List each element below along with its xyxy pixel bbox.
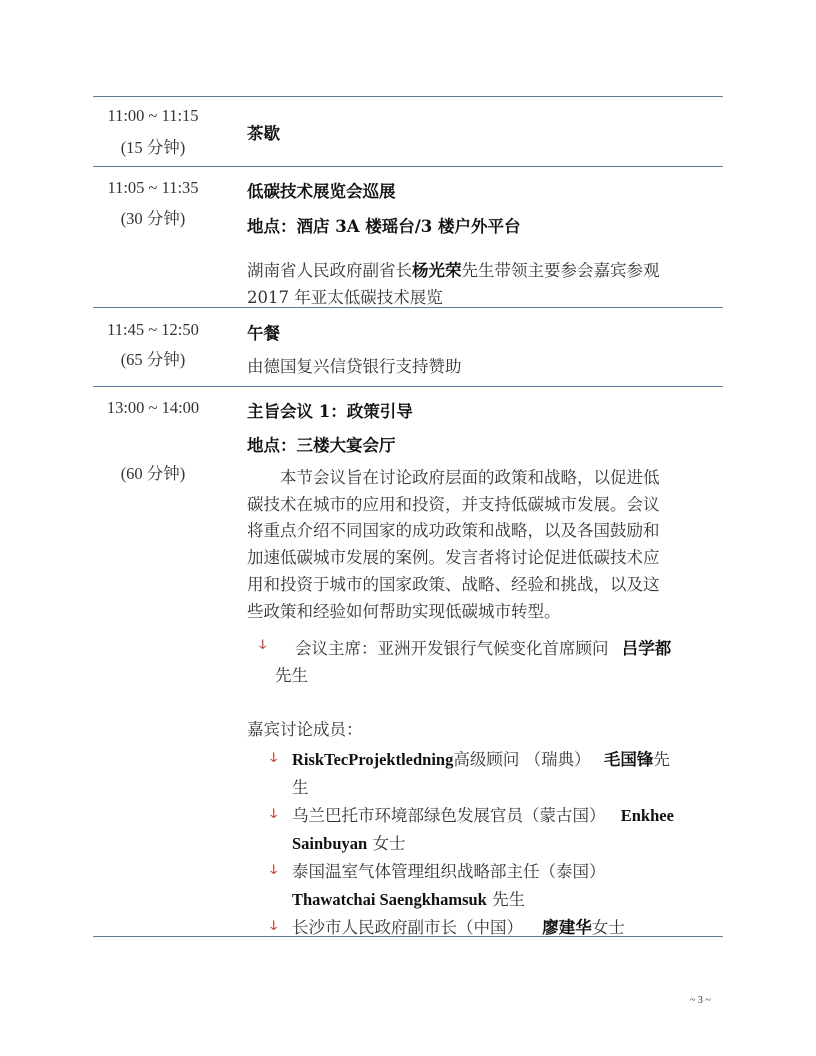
page-number: ~ 3 ~ (690, 995, 711, 1006)
row-duration: (65 分钟) (120, 350, 186, 369)
panel-label: 嘉宾讨论成员： (247, 720, 363, 739)
row-duration: (30 分钟) (120, 209, 186, 228)
row-title: 主旨会议 1：政策引导 (247, 402, 413, 421)
row-time: 11:00 ~ 11:15 (107, 106, 199, 125)
chair-line (295, 635, 671, 659)
desc-text: 湖南省人民政府副省长 (247, 261, 412, 280)
para-line: 碳技术在城市的应用和投资，并支持低碳城市发展。会议 (247, 494, 660, 514)
para-line: 本节会议旨在讨论政府层面的政策和战略，以促进低 (280, 468, 660, 487)
row-description-line2: 2017 年亚太低碳技术展览 (247, 288, 443, 307)
para-line: 些政策和经验如何帮助实现低碳城市转型。 (247, 601, 561, 621)
panelist-line-cont (292, 886, 525, 910)
row-description: 由德国复兴信贷银行支持赞助 (247, 357, 462, 376)
row-description (247, 257, 660, 281)
role-text: 乌兰巴托市环境部绿色发展官员（蒙古国） (292, 806, 606, 825)
chair-suffix: 先生 (275, 666, 308, 685)
role-text: 高级顾问 （瑞典） (453, 750, 591, 769)
row-divider (93, 166, 723, 167)
row-title: 茶歇 (247, 124, 280, 143)
person-name: Thawatchai Saengkhamsuk (292, 890, 487, 909)
bullet-icon: ↆ (259, 637, 267, 653)
chair-role: 会议主席：亚洲开发银行气候变化首席顾问 (295, 639, 609, 658)
row-duration: (15 分钟) (120, 138, 186, 157)
row-title: 低碳技术展览会巡展 (247, 182, 396, 201)
para-line: 用和投资于城市的国家政策、战略、经验和挑战，以及这 (247, 574, 660, 594)
bullet-icon: ↆ (270, 806, 278, 822)
person-name: Sainbuyan (292, 834, 368, 853)
honorific: 女士 (591, 918, 625, 937)
panelist-line-cont: 生 (292, 778, 309, 797)
role-text: 长沙市人民政府副市长（中国） (292, 918, 523, 937)
row-time: 11:05 ~ 11:35 (107, 178, 199, 197)
panelist-line: 泰国温室气体管理组织战略部主任（泰国） (292, 862, 606, 881)
row-time: 11:45 ~ 12:50 (107, 320, 199, 339)
row-location: 地点：酒店 3A 楼瑶台/3 楼户外平台 (247, 217, 521, 236)
row-time: 13:00 ~ 14:00 (106, 398, 200, 417)
person-name: 杨光荣 (412, 261, 462, 280)
table-top-rule (93, 96, 723, 97)
panelist-line (292, 802, 674, 826)
row-duration: (60 分钟) (120, 464, 186, 483)
person-name: 廖建华 (542, 918, 592, 937)
person-name: Enkhee (620, 806, 674, 825)
row-title: 午餐 (247, 324, 280, 343)
panelist-line (292, 914, 625, 938)
desc-text: 先生带领主要参会嘉宾参观 (461, 261, 660, 280)
honorific: 先 (653, 750, 670, 769)
row-location: 地点：三楼大宴会厅 (247, 436, 396, 455)
person-name: 吕学都 (621, 639, 672, 658)
org-name: RiskTecProjektledning (292, 750, 454, 769)
honorific: 先生 (492, 890, 526, 909)
bullet-icon: ↆ (270, 918, 278, 934)
row-divider (93, 386, 723, 387)
session-paragraph (247, 465, 717, 625)
panelist-line (292, 746, 670, 770)
para-line: 加速低碳城市发展的案例。发言者将讨论促进低碳技术应 (247, 548, 660, 568)
para-line: 将重点介绍不同国家的成功政策和战略，以及各国鼓励和 (247, 521, 660, 541)
panelist-line-cont (292, 830, 405, 854)
bullet-icon: ↆ (270, 862, 278, 878)
honorific: 女士 (372, 834, 406, 853)
bullet-icon: ↆ (270, 750, 278, 766)
person-name: 毛国锋 (603, 750, 654, 769)
